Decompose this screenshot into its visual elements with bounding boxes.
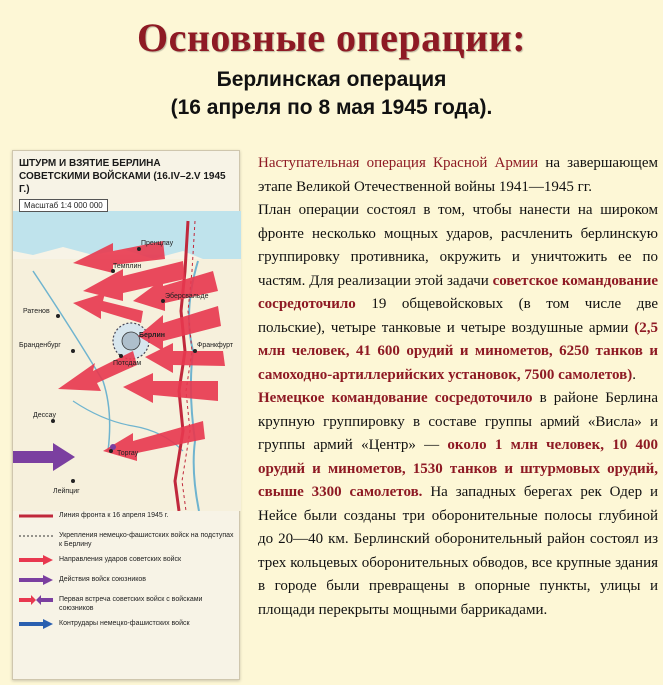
map-legend — [19, 511, 235, 639]
legend-label: Направления ударов советских войск — [59, 556, 182, 563]
map-scale: Масштаб 1:4 000 000 — [19, 199, 108, 212]
paragraph-german — [258, 387, 658, 622]
map-caption: ШТУРМ И ВЗЯТИЕ БЕРЛИНА СОВЕТСКИМИ ВОЙСКАМИ (16.IV–2.V 1945 Г.) — [19, 158, 226, 195]
page-title: Основные операции: — [136, 15, 527, 60]
legend-label: Первая встреча советских войск с войсками союзников — [59, 596, 203, 612]
legend-item — [19, 511, 235, 525]
place-label: Потсдам — [113, 360, 142, 367]
legend-label: Укрепления немецко-фашистских войск на подступах к Берлину — [59, 532, 234, 548]
place-label: Темплин — [113, 263, 142, 270]
german-forces-highlight: около 1 млн человек, 10 400 орудий и минометов, 1530 танков и штурмовых орудий, свыше 3300 самолетов. — [258, 437, 658, 500]
place-label: Лейпциг — [53, 488, 80, 495]
place-label: Дессау — [33, 412, 56, 419]
operation-name: Берлинская операция — [216, 68, 447, 91]
legend-label: Контрудары немецко-фашистских войск — [59, 620, 190, 627]
place-label: Эберсвальде — [165, 293, 209, 300]
legend-label: Линия фронта к 16 апреля 1945 г. — [59, 512, 169, 519]
operation-description — [258, 152, 658, 622]
place-label: Франкфурт — [197, 342, 234, 349]
german-command-highlight: Немецкое командование сосредоточило — [258, 390, 533, 406]
legend-item — [19, 619, 235, 633]
german-arrow-symbol — [19, 619, 53, 629]
legend-item — [19, 555, 235, 569]
soviet-command-highlight: советское командование сосредоточило — [258, 272, 659, 312]
front-line-symbol — [19, 511, 53, 521]
intro-rest: на завершающем этапе Великой Отечественной войны 1941—1945 гг. — [258, 155, 658, 195]
operation-dates: (16 апреля по 8 мая 1945 года). — [170, 96, 493, 119]
paragraph-plan — [258, 199, 658, 387]
place-label: Пренцлау — [141, 240, 174, 247]
paragraph-intro — [258, 152, 658, 199]
german-text: в районе Берлина крупную группировку в составе группы армий «Висла» и группы армий «Центр» — — [258, 390, 658, 453]
soviet-arrow-symbol — [19, 555, 53, 565]
legend-item — [19, 575, 235, 589]
place-label: Торгау — [117, 450, 139, 457]
place-label: Берлин — [139, 332, 166, 339]
place-label: Бранденбург — [19, 342, 61, 349]
legend-label: Действия войск союзников — [59, 576, 147, 583]
plan-end: . — [632, 366, 636, 383]
allied-arrow-symbol — [19, 575, 53, 585]
plan-text-2: 19 общевойсковых (в том числе две польские), четыре танковые и четыре воздушные армии — [258, 296, 658, 336]
intro-highlight: Наступательная операция Красной Армии — [258, 155, 539, 171]
plan-text: План операции состоял в том, чтобы нанести на широком фронте несколько мощных ударов, расчленить берлинскую группировку противника, окружить и уничтожить ее по частям. Для реализации этой задачи — [258, 202, 658, 289]
german-text-2: На западных берегах рек Одер и Нейсе были созданы три оборонительные полосы глубиной до 20—40 км. Берлинский оборонительный район состоял из трех кольцевых оборонительных обводов, все крупные здания в городе были превращены в опорные пункты, улицы и площади перекрыты мощными баррикадами. — [258, 484, 658, 618]
soviet-forces-highlight: (2,5 млн человек, 41 600 орудий и минометов, 6250 танков и самоходно-артиллерийских установок, 7500 самолетов) — [258, 319, 658, 383]
place-label: Ратенов — [23, 308, 50, 315]
meeting-symbol — [19, 595, 53, 605]
fortification-symbol — [19, 531, 53, 541]
legend-item — [19, 531, 235, 549]
legend-item — [19, 595, 235, 613]
berlin-operation-map — [12, 150, 240, 680]
